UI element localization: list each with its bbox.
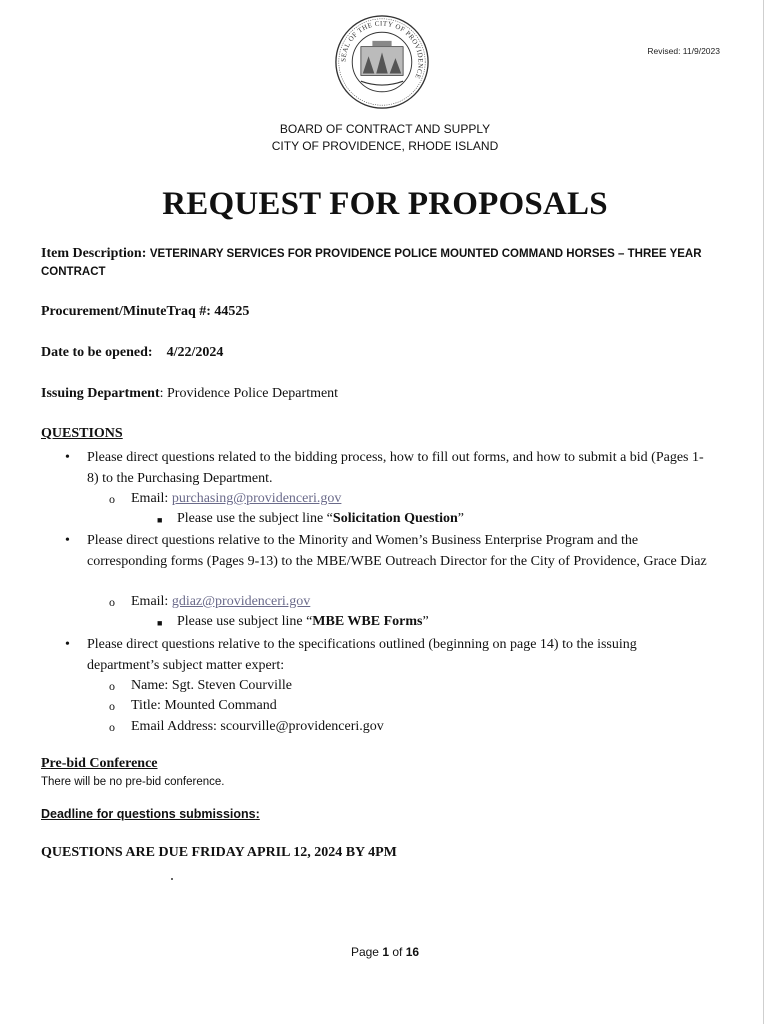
list-item xyxy=(65,635,707,676)
issuing-department xyxy=(41,386,338,402)
document-title: REQUEST FOR PROPOSALS xyxy=(162,186,608,222)
subject-line-close: ” xyxy=(422,614,429,629)
list-item xyxy=(109,592,691,613)
circle-bullet-icon: o xyxy=(109,699,115,713)
bullet-icon: • xyxy=(65,637,70,652)
procurement-value: 44525 xyxy=(214,304,250,319)
circle-bullet-icon: o xyxy=(109,595,115,609)
procurement-label: Procurement/MinuteTraq #: xyxy=(41,304,211,319)
email-label: Email: xyxy=(131,491,172,506)
page-total: 16 xyxy=(405,945,420,959)
circle-bullet-icon: o xyxy=(109,492,115,506)
list-item xyxy=(65,531,707,572)
issuing-label: Issuing Department xyxy=(41,386,160,401)
questions-due: QUESTIONS ARE DUE FRIDAY APRIL 12, 2024 BY 4PM xyxy=(41,845,397,860)
purchasing-email-link[interactable]: purchasing@providenceri.gov xyxy=(171,491,342,506)
contact-title: Title: Mounted Command xyxy=(131,698,277,713)
list-item xyxy=(109,489,691,510)
board-name: BOARD OF CONTRACT AND SUPPLY xyxy=(279,122,491,136)
list-item xyxy=(157,612,697,633)
revised-date: Revised: 11/9/2023 xyxy=(647,46,720,56)
list-item xyxy=(109,696,691,717)
subject-line-text: Please use subject line “ xyxy=(177,614,313,629)
circle-bullet-icon: o xyxy=(109,720,115,734)
list-item xyxy=(157,509,697,530)
stray-mark xyxy=(171,878,173,880)
date-opened xyxy=(41,345,223,361)
list-item xyxy=(109,676,691,697)
bullet-icon: • xyxy=(65,533,70,548)
page-edge-line xyxy=(763,0,764,1024)
square-bullet-icon: ■ xyxy=(157,515,163,525)
question-bullet-2: Please direct questions relative to the Minority and Women’s Business Enterprise Program and the corresponding forms (Pages 9-13) to the MBE/WBE Outreach Director for the City of Providence, Grace Diaz xyxy=(87,533,707,569)
subject-line-value: Solicitation Question xyxy=(332,511,458,526)
question-bullet-3: Please direct questions relative to the specifications outlined (beginning on page 14) to the issuing department’s subject matter expert: xyxy=(87,637,637,673)
item-description-value: VETERINARY SERVICES FOR PROVIDENCE POLICE MOUNTED COMMAND HORSES – THREE YEAR CONTRACT xyxy=(41,248,702,278)
mbe-email-link[interactable]: gdiaz@providenceri.gov xyxy=(171,594,311,609)
bullet-icon: • xyxy=(65,450,70,465)
city-name: CITY OF PROVIDENCE, RHODE ISLAND xyxy=(271,139,499,153)
date-opened-value: 4/22/2024 xyxy=(166,345,224,360)
prebid-heading: Pre-bid Conference xyxy=(41,756,158,771)
deadline-colon: : xyxy=(255,807,260,821)
page-number xyxy=(0,945,770,959)
question-bullet-1: Please direct questions related to the bidding process, how to fill out forms, and how to submit a bid (Pages 1-8) to the Purchasing Department. xyxy=(87,450,704,486)
subject-line-close: ” xyxy=(457,511,464,526)
prebid-text: There will be no pre-bid conference. xyxy=(41,776,225,788)
contact-name: Name: Sgt. Steven Courville xyxy=(131,678,292,693)
deadline-heading-text: Deadline for questions submissions xyxy=(41,807,256,821)
circle-bullet-icon: o xyxy=(109,679,115,693)
questions-heading: QUESTIONS xyxy=(41,426,123,441)
contact-email: Email Address: scourville@providenceri.gov xyxy=(131,719,384,734)
list-item xyxy=(109,717,691,738)
city-seal-icon xyxy=(334,14,430,110)
svg-text:SEAL OF THE CITY OF PROVIDENCE: SEAL OF THE CITY OF PROVIDENCE xyxy=(340,20,424,80)
square-bullet-icon: ■ xyxy=(157,618,163,628)
date-opened-label: Date to be opened: xyxy=(41,345,153,360)
page-current: 1 xyxy=(382,945,389,959)
issuing-value: : Providence Police Department xyxy=(159,386,339,401)
item-description xyxy=(41,245,731,281)
page-word: Page xyxy=(350,945,379,959)
email-label: Email: xyxy=(131,594,172,609)
of-word: of xyxy=(392,945,403,959)
subject-line-value: MBE WBE Forms xyxy=(312,614,423,629)
list-item xyxy=(65,448,707,489)
item-description-label: Item Description: xyxy=(41,246,147,261)
deadline-heading xyxy=(41,807,260,821)
subject-line-text: Please use the subject line “ xyxy=(177,511,333,526)
procurement-number xyxy=(41,304,249,320)
